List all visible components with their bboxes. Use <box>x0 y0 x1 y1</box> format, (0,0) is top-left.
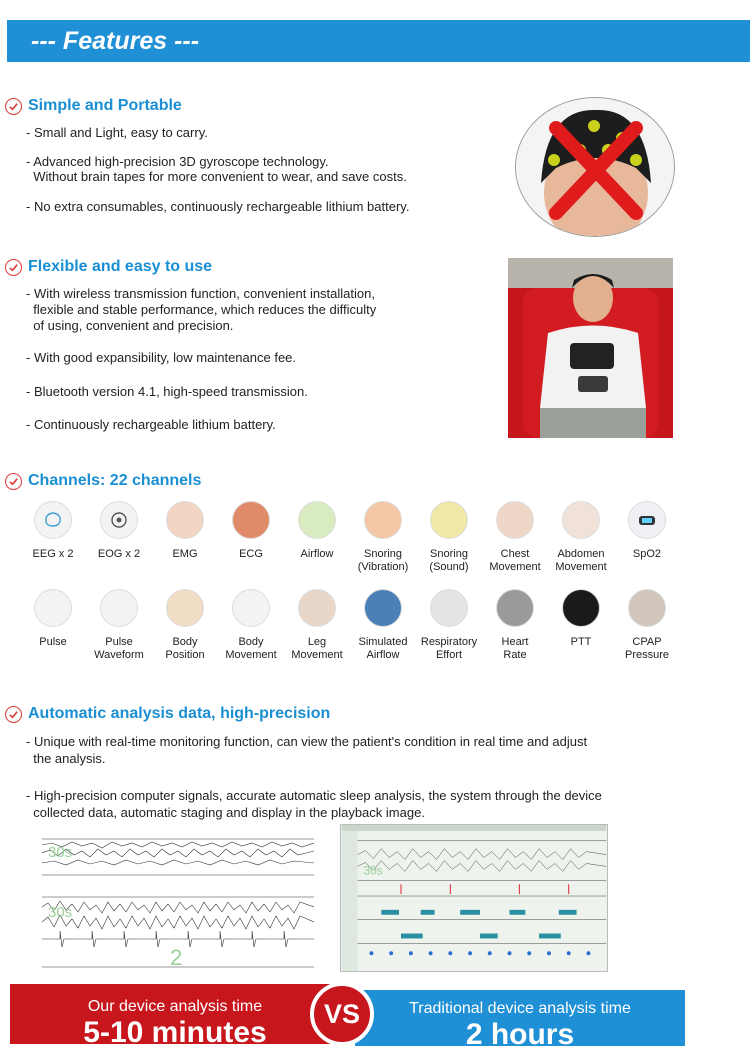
bullet: - Small and Light, easy to carry. <box>26 125 208 140</box>
channel-respiratory-effort: Respiratory Effort <box>416 589 482 662</box>
eeg-label-right: 30s <box>363 863 383 878</box>
channel-abdomen-movement: Abdomen Movement <box>548 501 614 574</box>
pulse-icon <box>34 589 72 627</box>
channel-leg-movement: Leg Movement <box>284 589 350 662</box>
channel-cpap-pressure: CPAP Pressure <box>614 589 680 662</box>
eeg-label-center: 2 <box>170 945 183 970</box>
xray-chest-icon <box>496 589 534 627</box>
cpap-icon <box>628 589 666 627</box>
our-device-label: Our device analysis time <box>87 998 263 1015</box>
bullet: - No extra consumables, continuously rechargeable lithium battery. <box>26 199 410 214</box>
our-device-panel <box>10 984 340 1049</box>
channel-snoring-sound: Snoring (Sound) <box>416 501 482 574</box>
bullet: the analysis. <box>26 751 106 766</box>
eeg-waveform-left <box>42 827 314 972</box>
body-position-icon <box>166 589 204 627</box>
snoring-vibration-icon <box>364 501 402 539</box>
section-title-flexible: Flexible and easy to use <box>5 258 212 276</box>
chest-electrode-icon <box>232 501 270 539</box>
channel-chest-movement: Chest Movement <box>482 501 548 574</box>
section-title-analysis: Automatic analysis data, high-precision <box>5 705 330 723</box>
channel-snoring-vibration: Snoring (Vibration) <box>350 501 416 574</box>
leg-movement-icon <box>298 589 336 627</box>
airflow-icon <box>298 501 336 539</box>
eeg-label-top: 30s <box>48 844 73 861</box>
bullet: - Continuously rechargeable lithium battery. <box>26 417 276 432</box>
bullet: of using, convenient and precision. <box>26 318 234 333</box>
eeg-label-bottom: 30s <box>48 904 73 921</box>
bullet: - With good expansibility, low maintenance fee. <box>26 350 297 365</box>
eye-icon <box>100 501 138 539</box>
section-title-channels: Channels: 22 channels <box>5 472 201 490</box>
traditional-device-time: 2 hours <box>465 1018 575 1051</box>
vs-badge: VS <box>310 982 374 1046</box>
torso-icon <box>562 589 600 627</box>
channel-body-position: Body Position <box>152 589 218 662</box>
our-device-time: 5-10 minutes <box>83 1016 267 1049</box>
channel-heart-rate: Heart Rate <box>482 589 548 662</box>
check-circle-icon <box>5 473 22 490</box>
bullet: - With wireless transmission function, convenient installation, <box>26 286 375 301</box>
traditional-device-panel <box>355 990 685 1051</box>
eeg-cap-photo <box>515 97 675 237</box>
simulated-airflow-icon <box>364 589 402 627</box>
comparison-bar <box>0 980 750 1050</box>
chest-movement-icon <box>496 501 534 539</box>
features-banner: --- Features --- <box>7 20 750 62</box>
body-movement-icon <box>232 589 270 627</box>
channel-pulse-waveform: Pulse Waveform <box>86 589 152 662</box>
brain-icon <box>34 501 72 539</box>
channel-simulated-airflow: Simulated Airflow <box>350 589 416 662</box>
bullet: - Advanced high-precision 3D gyroscope technology. <box>26 154 329 169</box>
chin-icon <box>166 501 204 539</box>
bullet: - Unique with real-time monitoring function, can view the patient's condition in real time and adjust <box>26 734 588 749</box>
sleep-analysis-software-screenshot <box>340 824 608 972</box>
check-circle-icon <box>5 706 22 723</box>
lungs-icon <box>430 589 468 627</box>
check-circle-icon <box>5 259 22 276</box>
patient-chair-photo <box>508 258 673 438</box>
pulse-waveform-icon <box>100 589 138 627</box>
channel-pulse: Pulse <box>20 589 86 649</box>
section-title-portable: Simple and Portable <box>5 97 182 115</box>
oximeter-icon <box>628 501 666 539</box>
bullet: - High-precision computer signals, accurate automatic sleep analysis, the system through the device <box>26 788 602 803</box>
channel-ecg: ECG <box>218 501 284 561</box>
channel-spo2: SpO2 <box>614 501 680 561</box>
channel-ptt: PTT <box>548 589 614 649</box>
bullet: flexible and stable performance, which reduces the difficulty <box>26 302 377 317</box>
channel-eeg: EEG x 2 <box>20 501 86 561</box>
check-circle-icon <box>5 98 22 115</box>
snoring-sound-icon <box>430 501 468 539</box>
bullet: - Bluetooth version 4.1, high-speed transmission. <box>26 384 308 399</box>
channel-emg: EMG <box>152 501 218 561</box>
channel-airflow: Airflow <box>284 501 350 561</box>
abdomen-movement-icon <box>562 501 600 539</box>
channel-body-movement: Body Movement <box>218 589 284 662</box>
bullet: collected data, automatic staging and display in the playback image. <box>26 805 425 820</box>
traditional-device-label: Traditional device analysis time <box>409 1000 631 1017</box>
bullet: Without brain tapes for more convenient to wear, and save costs. <box>26 169 407 184</box>
channel-eog: EOG x 2 <box>86 501 152 561</box>
